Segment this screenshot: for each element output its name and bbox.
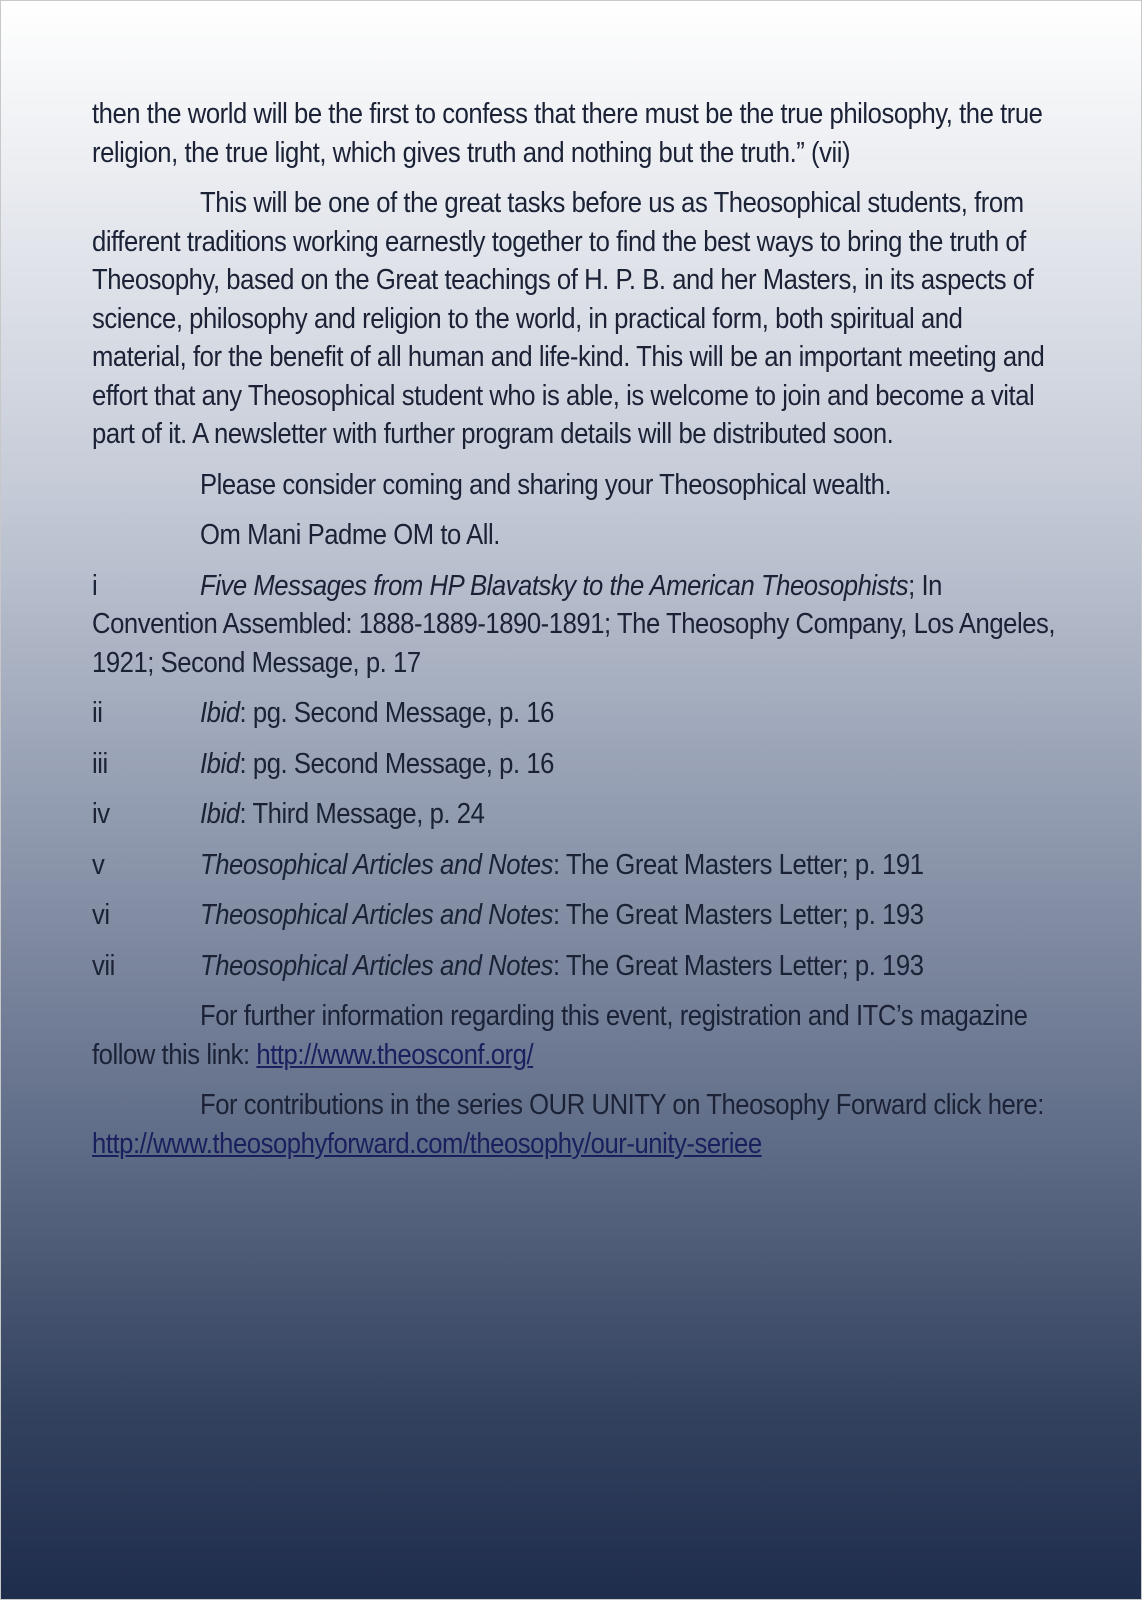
endnote-v xyxy=(92,846,1062,885)
endnote-number: iv xyxy=(92,798,110,830)
endnote-i xyxy=(92,567,1062,683)
endnote-ii xyxy=(92,694,1062,733)
endnote-number: ii xyxy=(92,697,103,729)
endnote-number: i xyxy=(92,569,98,602)
theosconf-link[interactable]: http://www.theosconf.org/ xyxy=(256,1038,534,1071)
endnote-title: Ibid xyxy=(200,798,240,830)
endnote-number: iii xyxy=(92,747,108,780)
endnote-number: vii xyxy=(92,949,115,982)
contrib-text: For contributions in the series OUR UNITY on Theosophy Forward click here: xyxy=(200,1089,1044,1121)
paragraph-info xyxy=(92,997,1062,1074)
endnote-number: v xyxy=(92,848,105,881)
paragraph-invitation: Please consider coming and sharing your Theosophical wealth. xyxy=(200,468,892,501)
endnote-text: : pg. Second Message, p. 16 xyxy=(239,697,554,729)
paragraph-greeting: Om Mani Padme OM to All. xyxy=(200,519,500,551)
info-text: For further information regarding this event, registration and ITC’s magazine follow this link: xyxy=(92,1000,1028,1071)
endnote-iv xyxy=(92,795,1062,834)
endnote-vi xyxy=(92,896,1062,935)
endnote-number: vi xyxy=(92,899,110,931)
theosophyforward-link[interactable]: http://www.theosophyforward.com/theosophy/our-unity-seriee xyxy=(92,1127,762,1160)
endnote-title: Theosophical Articles and Notes xyxy=(200,899,553,931)
endnote-iii xyxy=(92,745,1062,784)
endnote-title: Ibid xyxy=(200,747,240,780)
paragraph-continuation: then the world will be the first to confess that there must be the true philosophy, the true religion, the true light, which gives truth and nothing but the truth.” (vii) xyxy=(92,98,1043,169)
endnote-text: : The Great Masters Letter; p. 193 xyxy=(552,899,924,931)
paragraph-tasks: This will be one of the great tasks before us as Theosophical students, from different traditions working earnestly together to find the best ways to bring the truth of Theosophy, based on the Great teachings of H. P. B. and her Masters, in its aspects of science, philosophy and religion to the world, in practical form, both spiritual and material, for the benefit of all human and life-kind. This will be an important meeting and effort that any Theosophical student who is able, is welcome to join and become a vital part of it. A newsletter with further program details will be distributed soon. xyxy=(92,187,1045,450)
paragraph-contributions xyxy=(92,1086,1062,1163)
endnote-title: Five Messages from HP Blavatsky to the American Theosophists xyxy=(200,569,909,602)
endnote-text: : The Great Masters Letter; p. 193 xyxy=(552,949,924,982)
page-content xyxy=(92,95,1062,1175)
endnote-title: Theosophical Articles and Notes xyxy=(200,949,553,982)
endnote-vii xyxy=(92,947,1062,986)
endnote-title: Ibid xyxy=(200,697,240,729)
endnote-text: : pg. Second Message, p. 16 xyxy=(239,747,554,780)
endnote-text: ; In Convention Assembled: 1888-1889-1890-1891; The Theosophy Company, Los Angeles, 1921; Second Message, p. 17 xyxy=(92,569,1056,679)
endnote-title: Theosophical Articles and Notes xyxy=(200,848,553,881)
endnote-text: : Third Message, p. 24 xyxy=(239,798,485,830)
endnote-text: : The Great Masters Letter; p. 191 xyxy=(552,848,924,881)
